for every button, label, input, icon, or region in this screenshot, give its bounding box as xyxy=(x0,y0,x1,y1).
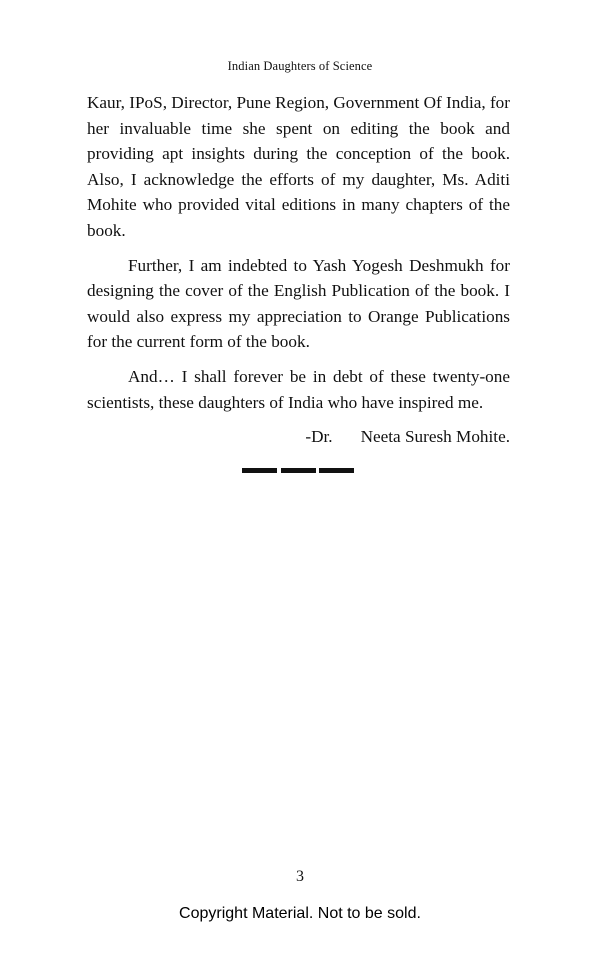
copyright-notice: Copyright Material. Not to be sold. xyxy=(179,905,421,922)
running-head: Indian Daughters of Science xyxy=(227,59,373,73)
page-number: 3 xyxy=(296,868,304,885)
paragraph-acknowledgement-continued: Kaur, IPoS, Director, Pune Region, Government Of India, for her invaluable time she spent on editing the book and providing apt insights during the conception of the book. Also, I acknowledge the efforts of my daughter, Ms. Aditi Mohite who provided vital editions in many chapters of the book. xyxy=(87,93,510,240)
signature-title: -Dr. xyxy=(305,427,333,447)
signature-name: Neeta Suresh Mohite. xyxy=(360,427,510,447)
body-text xyxy=(87,90,510,450)
ornament-dash-1 xyxy=(242,468,277,473)
ornament-dash-3 xyxy=(319,468,354,473)
signature xyxy=(87,424,510,450)
section-end-ornament xyxy=(242,468,354,473)
paragraph-cover-design: Further, I am indebted to Yash Yogesh Deshmukh for designing the cover of the English Publication of the book. I would also express my appreciation to Orange Publications for the current form of the book. xyxy=(87,255,510,352)
ornament-dash-2 xyxy=(281,468,316,473)
paragraph-scientists-dedication: And… I shall forever be in debt of these twenty-one scientists, these daughters of India who have inspired me. xyxy=(87,366,510,412)
